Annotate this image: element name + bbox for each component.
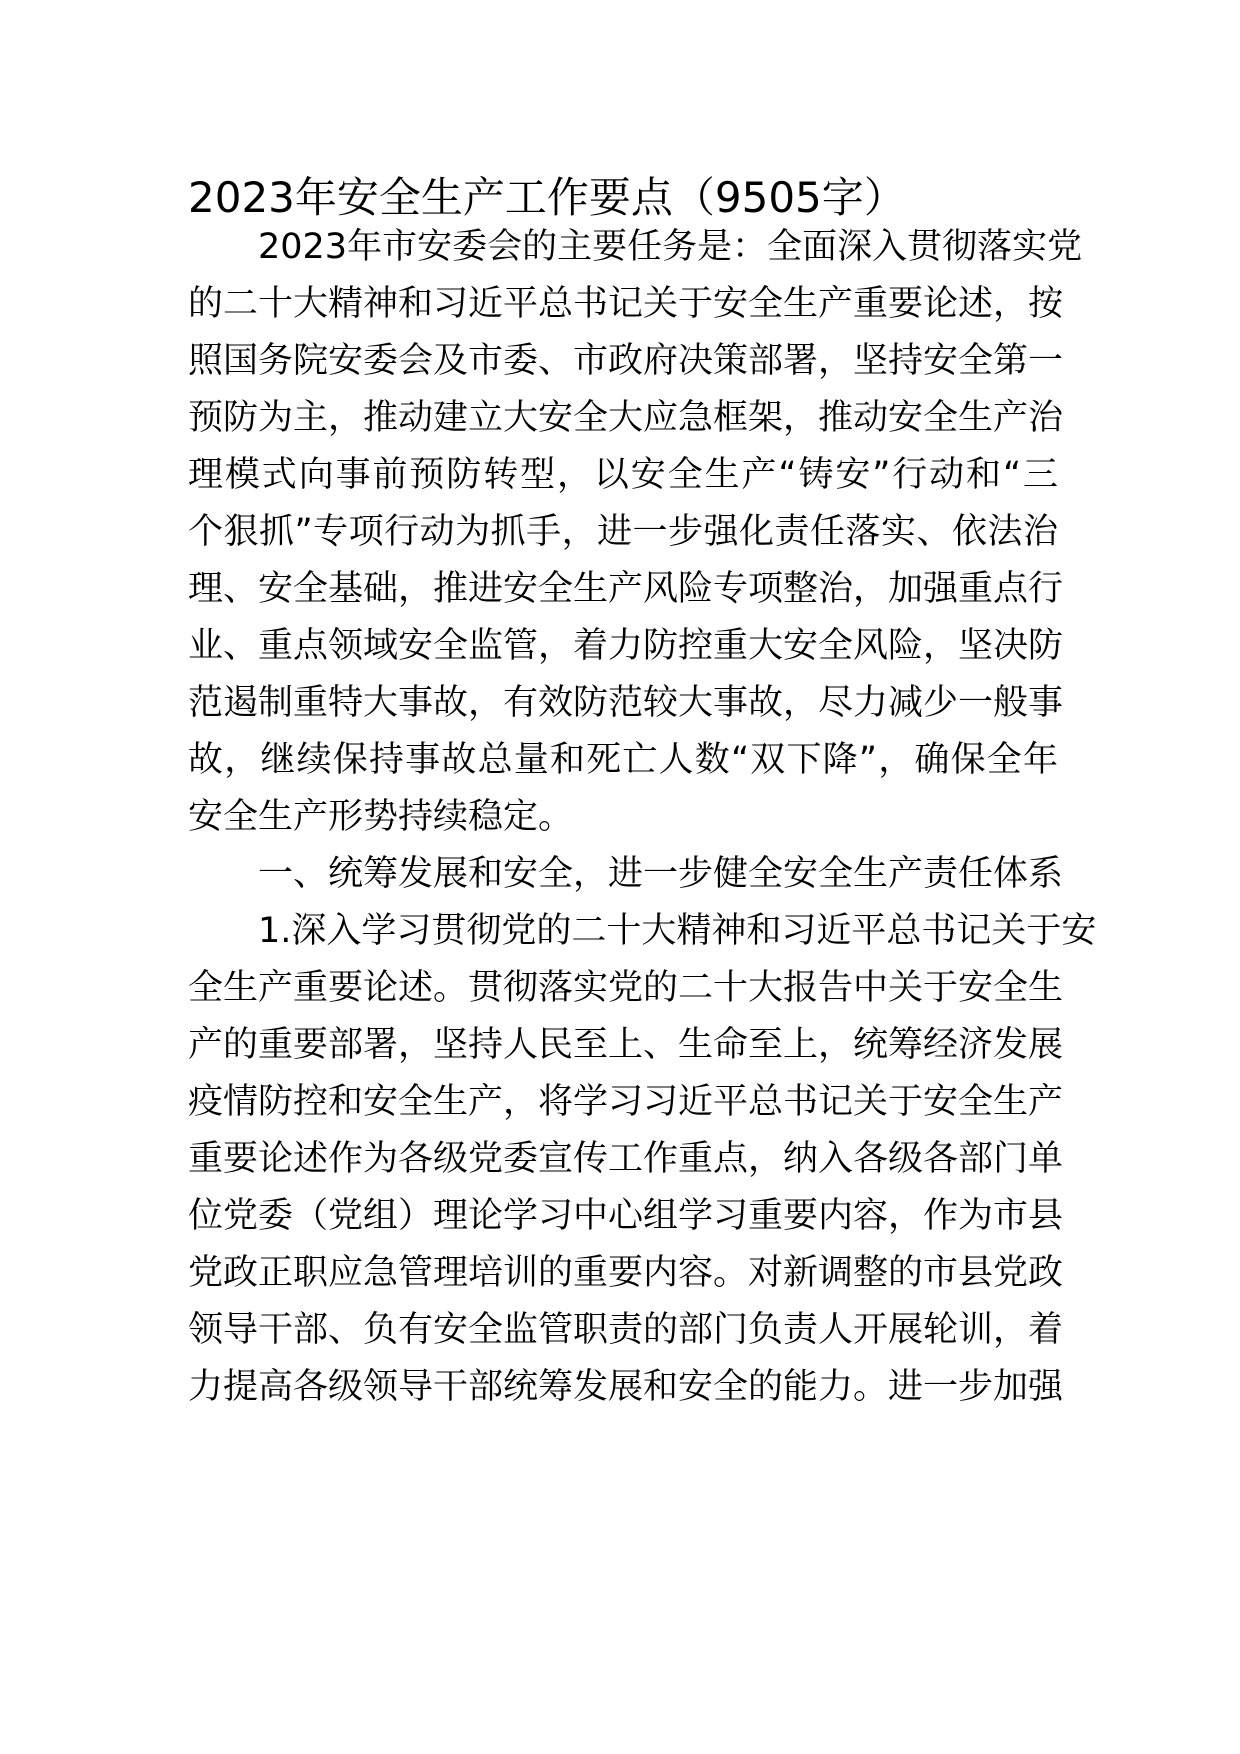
- document-title: 2023年安全生产工作要点（9505字）: [188, 173, 906, 222]
- paragraph-line: 故，继续保持事故总量和死亡人数“双下降”，确保全年: [188, 740, 1058, 780]
- paragraph-line: 2023年市安委会的主要任务是：全面深入贯彻落实党: [258, 227, 1083, 267]
- paragraph-line: 的二十大精神和习近平总书记关于安全生产重要论述，按: [188, 284, 1064, 324]
- paragraph-line: 理模式向事前预防转型，以安全生产“铸安”行动和“三: [188, 455, 1058, 495]
- paragraph-line: 重要论述作为各级党委宣传工作重点，纳入各级各部门单: [188, 1139, 1064, 1179]
- paragraph-line: 业、重点领域安全监管，着力防控重大安全风险，坚决防: [188, 626, 1064, 666]
- paragraph-line: 理、安全基础，推进安全生产风险专项整治，加强重点行: [188, 569, 1064, 609]
- paragraph-line: 疫情防控和安全生产，将学习习近平总书记关于安全生产: [188, 1082, 1064, 1122]
- paragraph-line: 安全生产形势持续稳定。: [188, 797, 574, 837]
- paragraph-line: 位党委（党组）理论学习中心组学习重要内容，作为市县: [188, 1196, 1064, 1236]
- section-heading: 一、统筹发展和安全，进一步健全安全生产责任体系: [258, 854, 1064, 894]
- paragraph-line: 范遏制重特大事故，有效防范较大事故，尽力减少一般事: [188, 683, 1064, 723]
- paragraph-line: 照国务院安委会及市委、市政府决策部署，坚持安全第一: [188, 341, 1064, 381]
- paragraph-line: 领导干部、负有安全监管职责的部门负责人开展轮训，着: [188, 1310, 1064, 1350]
- paragraph-line: 力提高各级领导干部统筹发展和安全的能力。进一步加强: [188, 1367, 1064, 1407]
- paragraph-line: 个狠抓”专项行动为抓手，进一步强化责任落实、依法治: [188, 512, 1058, 552]
- paragraph-line: 1.深入学习贯彻党的二十大精神和习近平总书记关于安: [258, 911, 1097, 951]
- paragraph-line: 产的重要部署，坚持人民至上、生命至上，统筹经济发展: [188, 1025, 1064, 1065]
- paragraph-line: 党政正职应急管理培训的重要内容。对新调整的市县党政: [188, 1253, 1064, 1293]
- paragraph-line: 预防为主，推动建立大安全大应急框架，推动安全生产治: [188, 398, 1064, 438]
- paragraph-line: 全生产重要论述。贯彻落实党的二十大报告中关于安全生: [188, 968, 1064, 1008]
